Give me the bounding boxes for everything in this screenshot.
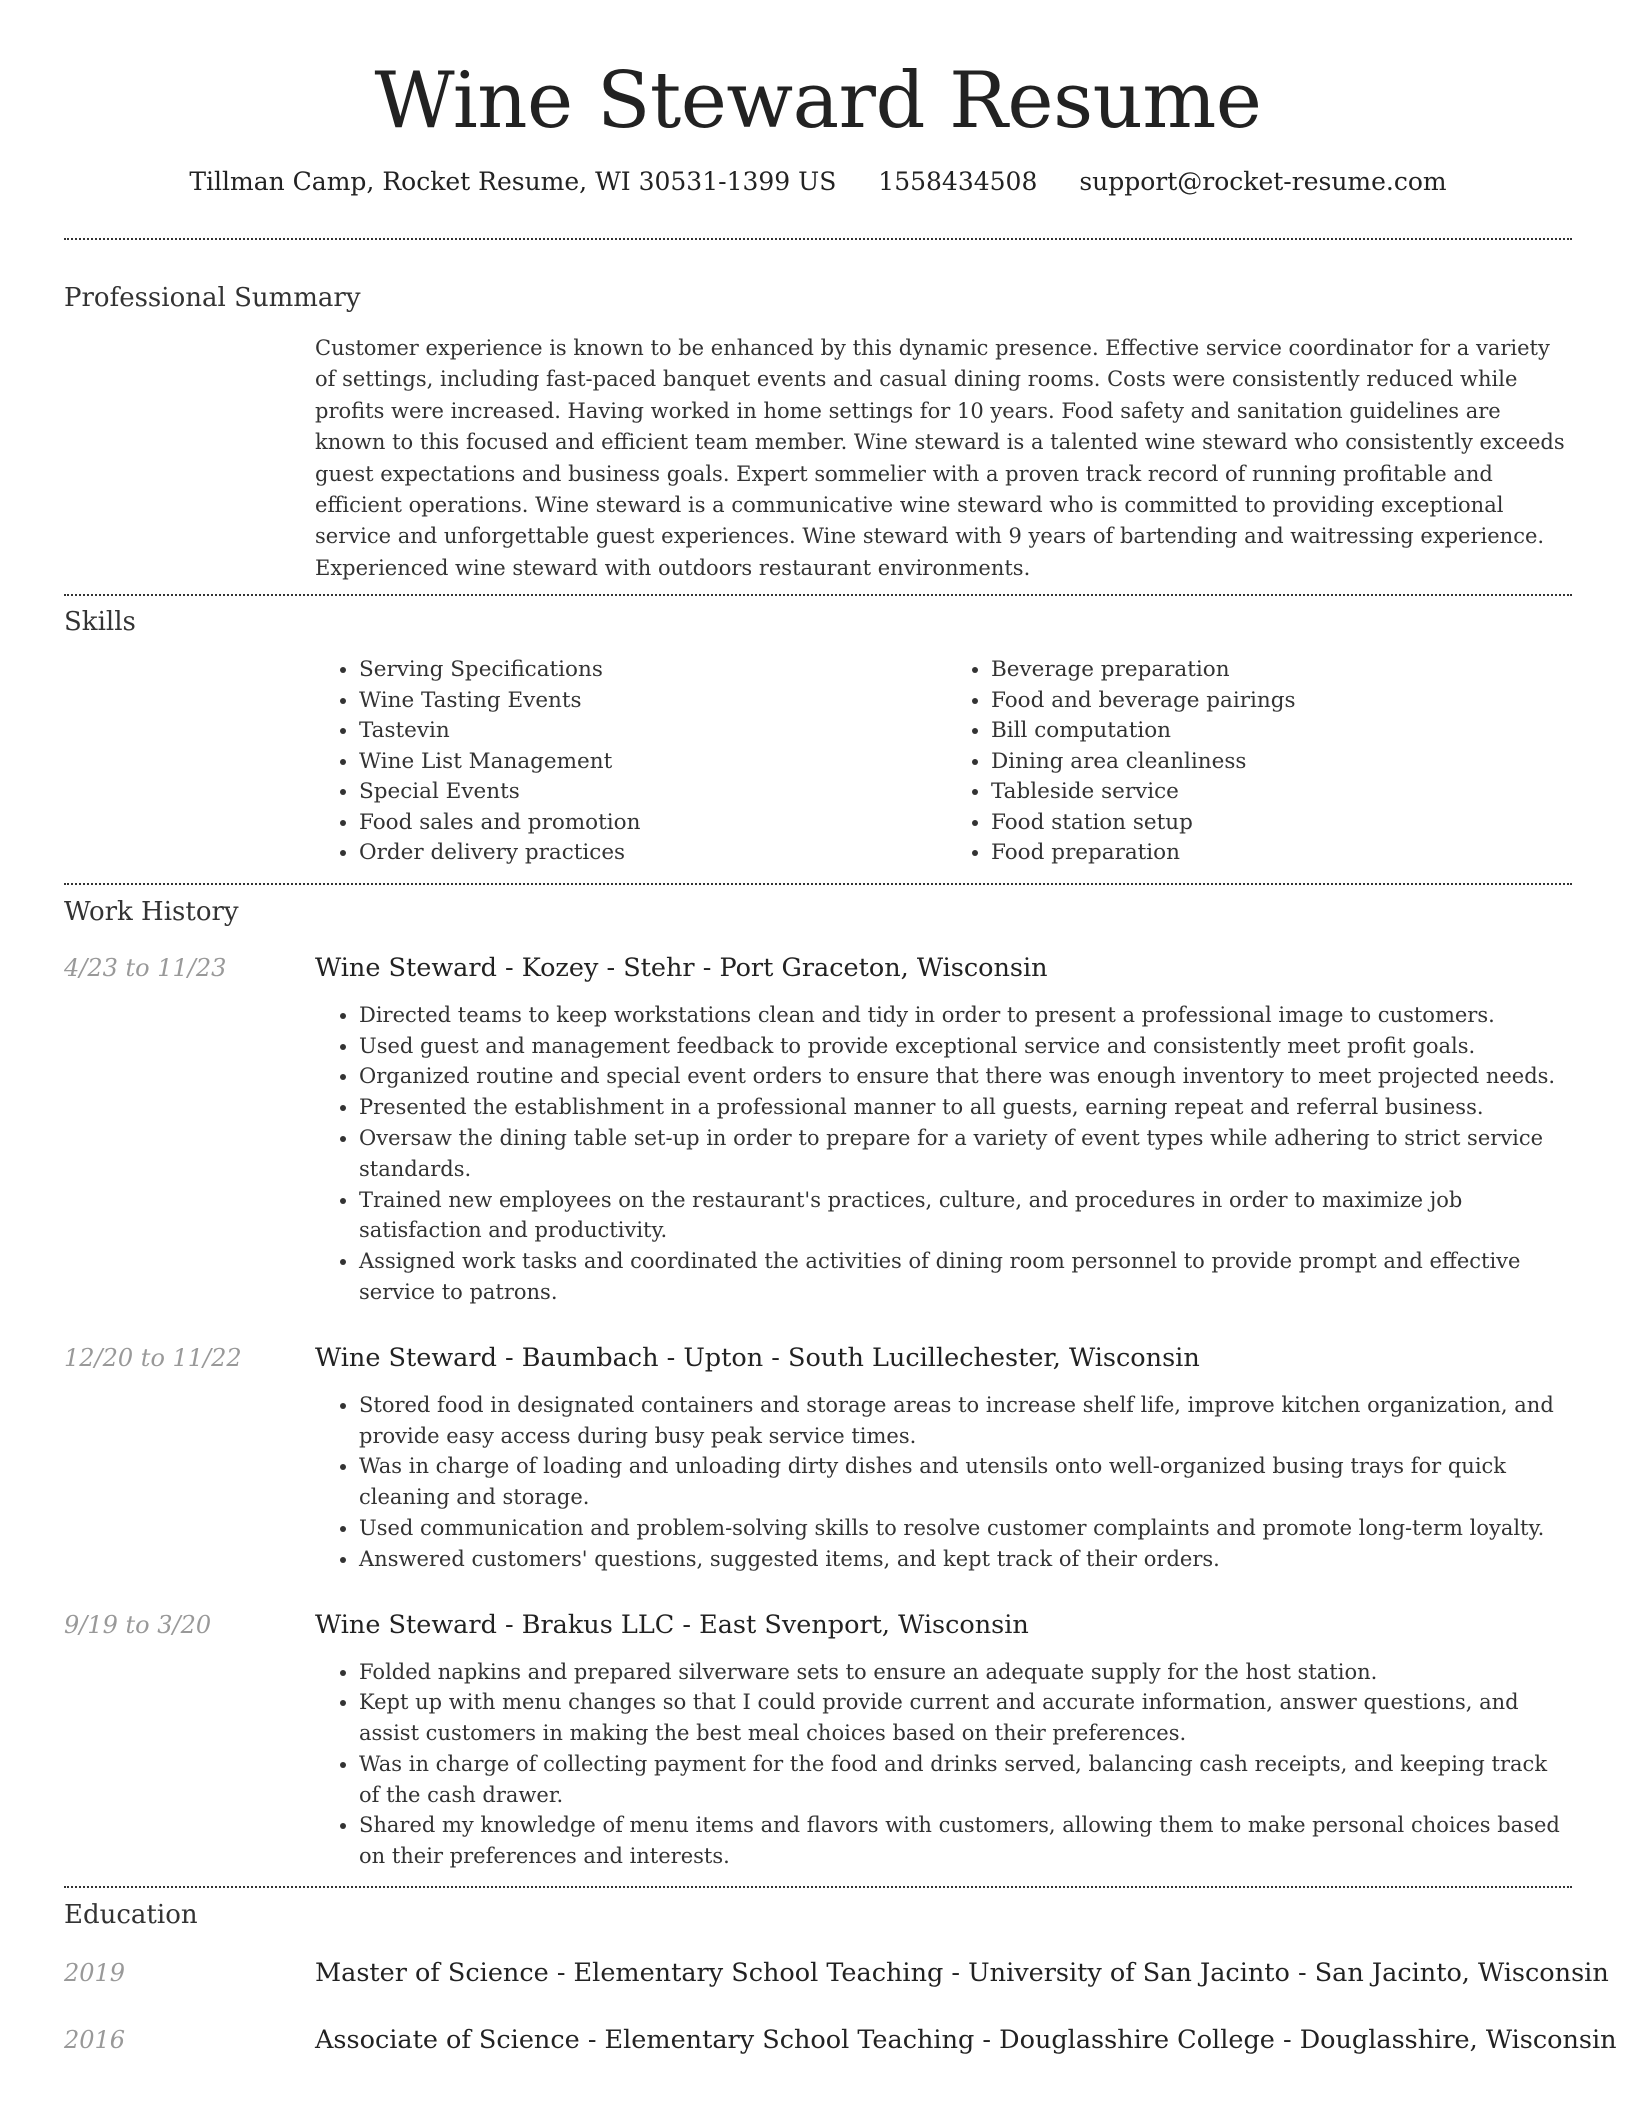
summary-section [64,281,1572,584]
job-dates: 12/20 to 11/22 [64,1343,242,1372]
job-bullets [315,1657,1572,1873]
section-divider [64,1886,1572,1888]
job-bullet: • Was in charge of loading and unloading dirty dishes and utensils onto well-organized busing trays for quick cleaning and storage. [359,1451,1572,1513]
skill-item: • Food sales and promotion [359,808,931,839]
skill-item: • Beverage preparation [991,655,1563,686]
education-year: 2016 [64,2026,126,2055]
education-degree: Associate of Science - Elementary School Teaching - Douglasshire College - Douglasshire, Wisconsin [315,2025,1617,2056]
skill-item: • Bill computation [991,716,1563,747]
job-bullet: • Was in charge of collecting payment for the food and drinks served, balancing cash receipts, and keeping track of the cash drawer. [359,1749,1572,1811]
skill-item: • Food preparation [991,838,1563,869]
job-title: Wine Steward - Kozey - Stehr - Port Graceton, Wisconsin [315,952,1048,983]
skills-heading: Skills [64,607,136,638]
job-bullet: • Presented the establishment in a professional manner to all guests, earning repeat and referral business. [359,1092,1572,1123]
education-heading: Education [64,1900,198,1931]
job-dates: 9/19 to 3/20 [64,1610,212,1639]
job-bullet: • Used communication and problem-solving skills to resolve customer complaints and promote long-term loyalty. [359,1513,1572,1544]
contact-email: support@rocket-resume.com [1079,167,1447,196]
education-degree: Master of Science - Elementary School Teaching - University of San Jacinto - San Jacinto, Wisconsin [315,1958,1609,1989]
skill-item: • Tastevin [359,716,931,747]
job-bullet: • Trained new employees on the restaurant's practices, culture, and procedures in order to maximize job satisfaction and productivity. [359,1185,1572,1247]
job-entry [64,952,1572,1308]
job-bullet: • Assigned work tasks and coordinated the activities of dining room personnel to provide prompt and effective service to patrons. [359,1246,1572,1308]
job-dates: 4/23 to 11/23 [64,953,227,982]
job-bullets [315,1390,1572,1575]
job-bullet: • Organized routine and special event orders to ensure that there was enough inventory to meet projected needs. [359,1061,1572,1092]
education-entry [64,1957,1609,1989]
skills-list-left [315,655,931,869]
contact-address: Tillman Camp, Rocket Resume, WI 30531-1399 US [189,167,837,196]
job-bullet: • Directed teams to keep workstations clean and tidy in order to present a professional image to customers. [359,1000,1572,1031]
section-divider [64,238,1572,240]
skill-item: • Wine Tasting Events [359,686,931,717]
skill-item: • Wine List Management [359,747,931,778]
page-title: Wine Steward Resume [374,56,1262,146]
summary-text: Customer experience is known to be enhanced by this dynamic presence. Effective service coordinator for a variety of settings, including fast-paced banquet events and casual dining rooms. Costs were consistently reduced while profits were increased. Having worked in home settings for 10 years. Food safety and sanitation guidelines are known to this focused and efficient team member. Wine steward is a talented wine steward who consistently exceeds guest expectations and business goals. Expert sommelier with a proven track record of running profitable and efficient operations. Wine steward is a communicative wine steward who is committed to providing exceptional service and unforgettable guest experiences. Wine steward with 9 years of bartending and waitressing experience. Experienced wine steward with outdoors restaurant environments. [315,336,1565,580]
job-bullet: • Stored food in designated containers and storage areas to increase shelf life, improve kitchen organization, and provide easy access during busy peak service times. [359,1390,1572,1452]
job-bullet: • Oversaw the dining table set-up in order to prepare for a variety of event types while adhering to strict service standards. [359,1123,1572,1185]
job-bullet: • Answered customers' questions, suggested items, and kept track of their orders. [359,1544,1572,1575]
skills-section [64,605,1572,869]
contact-line [64,166,1572,198]
education-entry [64,2024,1617,2056]
skill-item: • Order delivery practices [359,838,931,869]
work-section [64,895,1572,1872]
section-divider [64,883,1572,885]
resume-page [64,0,1617,2056]
skill-item: • Dining area cleanliness [991,747,1563,778]
skill-item: • Special Events [359,777,931,808]
job-bullet: • Folded napkins and prepared silverware sets to ensure an adequate supply for the host station. [359,1657,1572,1688]
education-section [64,1898,1617,2056]
job-bullet: • Shared my knowledge of menu items and flavors with customers, allowing them to make personal choices based on their preferences and interests. [359,1810,1572,1872]
skill-item: • Food and beverage pairings [991,686,1563,717]
section-divider [64,594,1572,596]
skill-item: • Serving Specifications [359,655,931,686]
skill-item: • Food station setup [991,808,1563,839]
job-entry [64,1609,1572,1873]
summary-heading: Professional Summary [64,283,361,313]
contact-phone: 1558434508 [878,167,1038,196]
job-bullet: • Kept up with menu changes so that I could provide current and accurate information, answer questions, and assist customers in making the best meal choices based on their preferences. [359,1687,1572,1749]
skills-list-right [931,655,1563,869]
education-year: 2019 [64,1959,126,1988]
job-bullet: • Used guest and management feedback to provide exceptional service and consistently meet profit goals. [359,1031,1572,1062]
job-title: Wine Steward - Brakus LLC - East Svenport, Wisconsin [315,1609,1029,1640]
job-title: Wine Steward - Baumbach - Upton - South Lucillechester, Wisconsin [315,1342,1200,1373]
skill-item: • Tableside service [991,777,1563,808]
work-heading: Work History [64,896,239,927]
job-bullets [315,1000,1572,1308]
job-entry [64,1342,1572,1575]
